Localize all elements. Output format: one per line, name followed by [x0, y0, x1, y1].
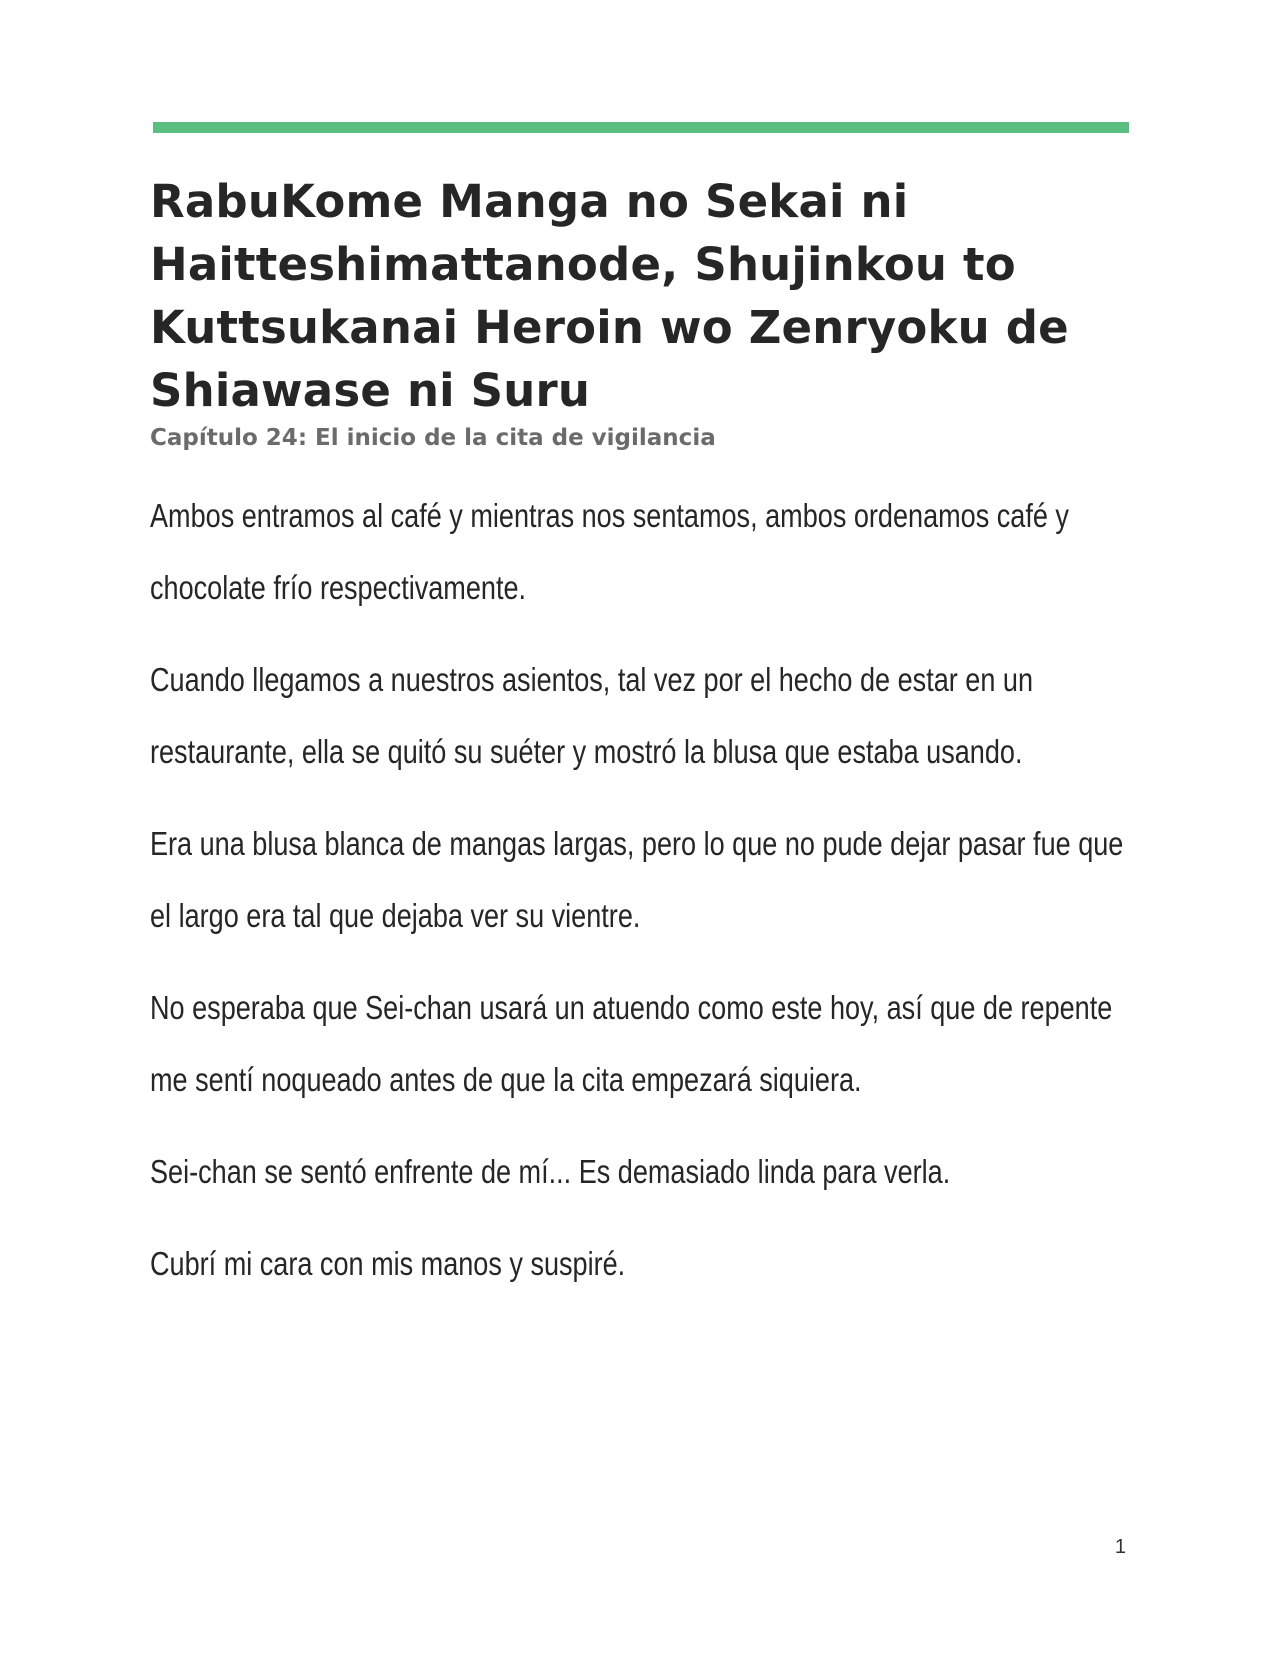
page-number: 1 [1114, 1536, 1126, 1558]
accent-rule [153, 122, 1129, 133]
paragraph: Cubrí mi cara con mis manos y suspiré. [150, 1245, 626, 1282]
chapter-subtitle: Capítulo 24: El inicio de la cita de vigilancia [150, 425, 716, 451]
paragraph: No esperaba que Sei-chan usará un atuendo como este hoy, así que de repente me sentí noqueado antes de que la cita empezará siquiera. [150, 989, 1113, 1098]
document-title: RabuKome Manga no Sekai ni Haitteshimattanode, Shujinkou to Kuttsukanai Heroin wo Zenryoku de Shiawase ni Suru [150, 175, 1069, 417]
paragraph: Era una blusa blanca de mangas largas, pero lo que no pude dejar pasar fue que el largo era tal que dejaba ver su vientre. [150, 825, 1124, 934]
document-header [150, 170, 1130, 454]
chapter-body [150, 480, 1140, 1320]
paragraph: Cuando llegamos a nuestros asientos, tal vez por el hecho de estar en un restaurante, ella se quitó su suéter y mostró la blusa que estaba usando. [150, 661, 1034, 770]
paragraph: Ambos entramos al café y mientras nos sentamos, ambos ordenamos café y chocolate frío respectivamente. [150, 497, 1069, 606]
paragraph: Sei-chan se sentó enfrente de mí... Es demasiado linda para verla. [150, 1153, 951, 1190]
